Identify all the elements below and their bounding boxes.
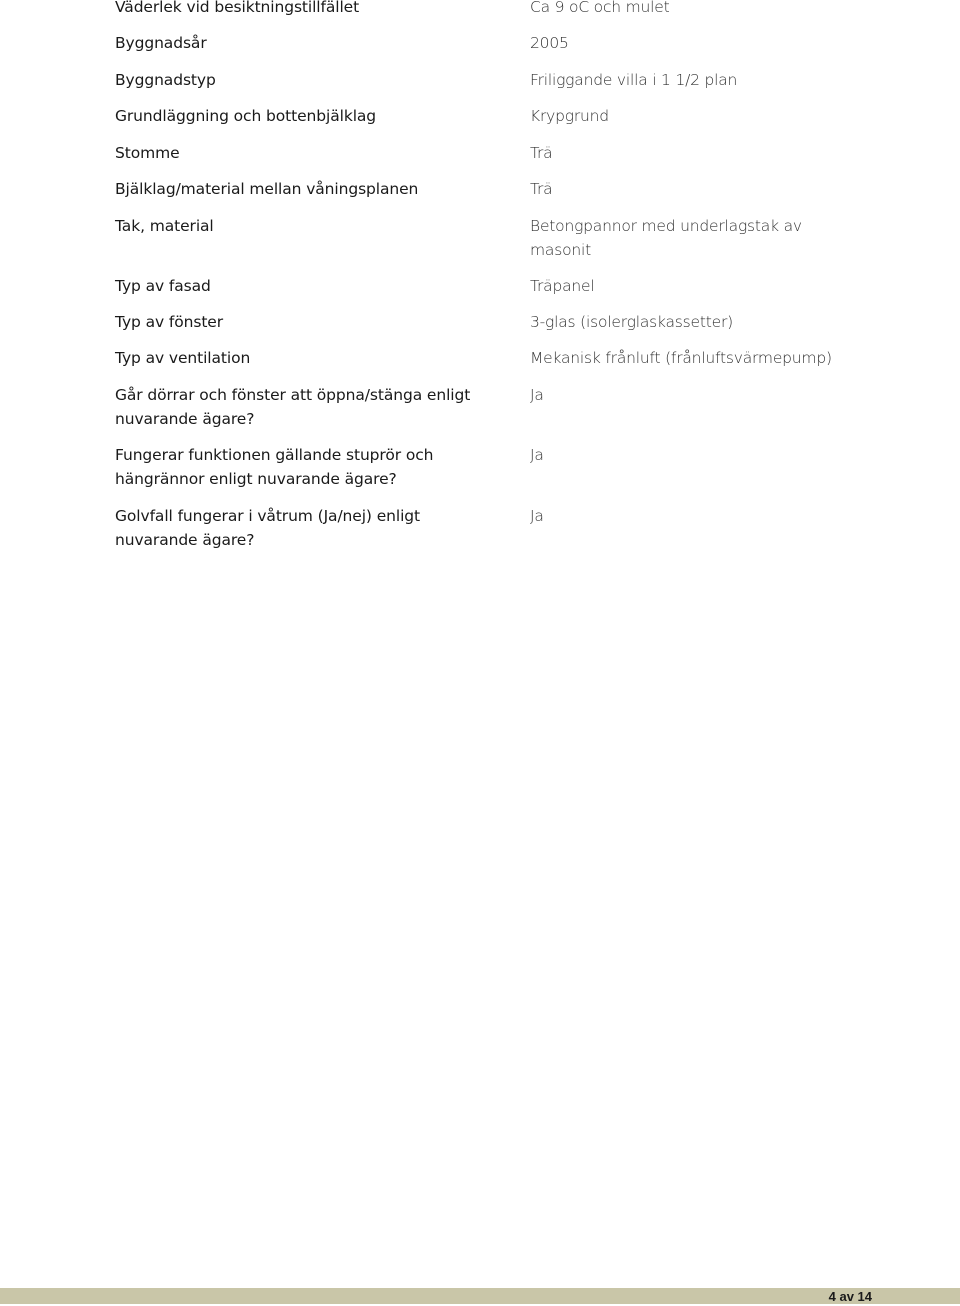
row-value: Mekanisk frånluft (frånluftsvärmepump) [530, 349, 832, 367]
row-value: 2005 [530, 34, 569, 52]
row-label: Byggnadsår [115, 34, 207, 52]
row-label: Stomme [115, 144, 180, 162]
row-label: Typ av ventilation [115, 349, 251, 367]
row-value: Ca 9 oC och mulet [530, 0, 670, 16]
row-label: Byggnadstyp [115, 71, 216, 89]
row-value: Trä [530, 144, 553, 162]
row-value: Trä [530, 180, 553, 198]
row-value: Ja [530, 386, 544, 404]
row-label: Går dörrar och fönster att öppna/stänga enligt nuvarande ägare? [115, 386, 471, 428]
row-value: Ja [530, 446, 544, 464]
row-label: Typ av fasad [115, 277, 211, 295]
row-value: Träpanel [530, 277, 595, 295]
row-label: Typ av fönster [115, 313, 224, 331]
row-value: Krypgrund [530, 107, 609, 125]
row-value: Friliggande villa i 1 1/2 plan [530, 71, 738, 89]
page-number: 4 av 14 [828, 1289, 872, 1304]
row-label: Tak, material [115, 217, 214, 235]
row-label: Väderlek vid besiktningstillfället [115, 0, 360, 16]
page-footer-bar [0, 1288, 960, 1304]
row-label: Golvfall fungerar i våtrum (Ja/nej) enligt nuvarande ägare? [115, 507, 420, 549]
row-value: 3-glas (isolerglaskassetter) [530, 313, 733, 331]
row-label: Bjälklag/material mellan våningsplanen [115, 180, 419, 198]
row-value: Betongpannor med underlagstak av masonit [530, 217, 802, 259]
row-value: Ja [530, 507, 544, 525]
row-label: Grundläggning och bottenbjälklag [115, 107, 377, 125]
row-label: Fungerar funktionen gällande stuprör och hängrännor enligt nuvarande ägare? [115, 446, 434, 488]
